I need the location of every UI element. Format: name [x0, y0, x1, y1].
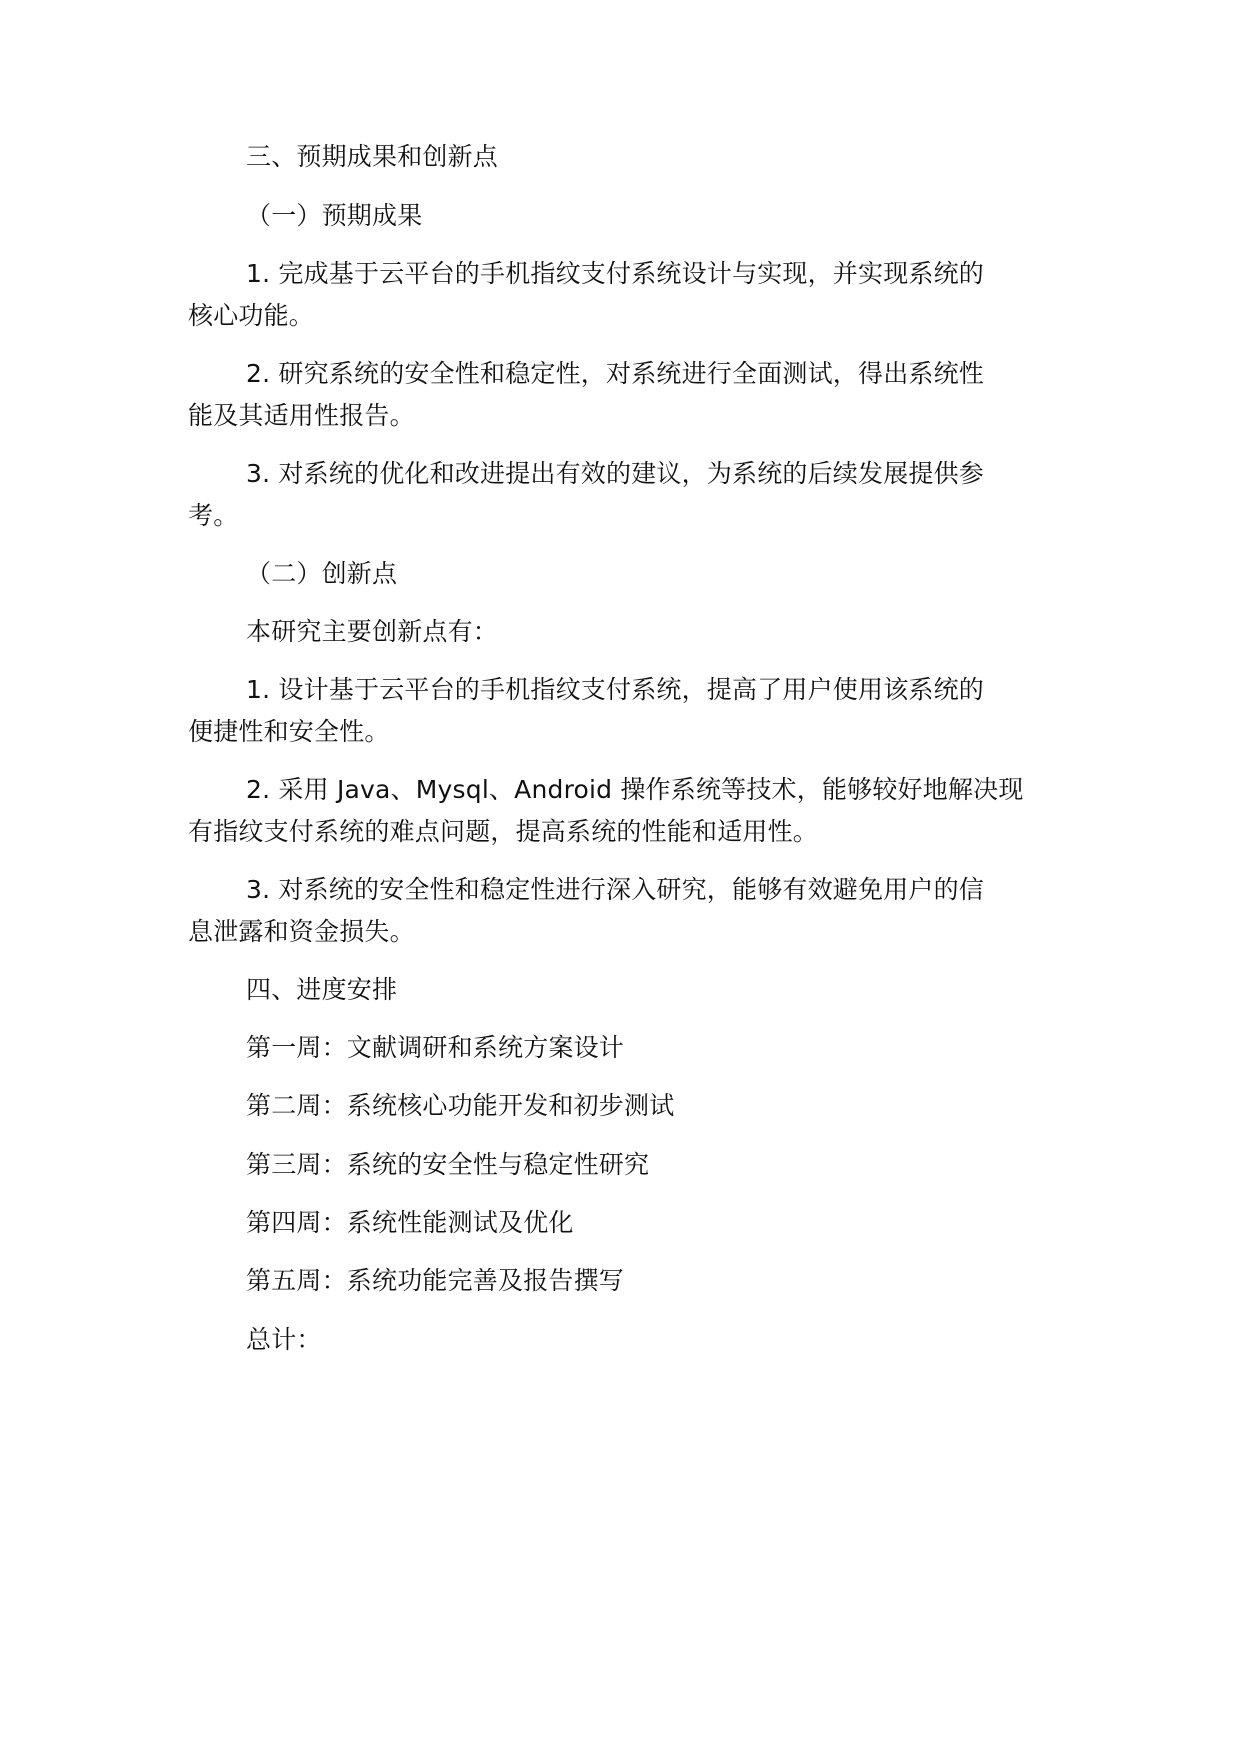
innovation-item-1-line-1: 1. 设计基于云平台的手机指纹支付系统，提高了用户使用该系统的 — [246, 675, 985, 704]
innovation-item-3-line-1: 3. 对系统的安全性和稳定性进行深入研究，能够有效避免用户的信 — [246, 875, 985, 904]
subheading-innovations: （二）创新点 — [246, 559, 398, 588]
section-heading-expected-results: 三、预期成果和创新点 — [246, 142, 499, 171]
result-item-3-line-2: 考。 — [188, 501, 239, 530]
subheading-expected-results: （一）预期成果 — [246, 201, 423, 230]
innovation-item-2-line-2: 有指纹支付系统的难点问题，提高系统的性能和适用性。 — [188, 817, 819, 846]
schedule-week-1: 第一周：文献调研和系统方案设计 — [246, 1033, 625, 1062]
innovation-item-2-line-1: 2. 采用 Java、Mysql、Android 操作系统等技术，能够较好地解决现 — [246, 775, 1024, 804]
section-heading-schedule: 四、进度安排 — [246, 975, 398, 1004]
schedule-week-2: 第二周：系统核心功能开发和初步测试 — [246, 1091, 675, 1120]
innovation-item-3-line-2: 息泄露和资金损失。 — [188, 917, 415, 946]
result-item-1-line-1: 1. 完成基于云平台的手机指纹支付系统设计与实现，并实现系统的 — [246, 259, 985, 288]
innovation-item-1-line-2: 便捷性和安全性。 — [188, 717, 390, 746]
schedule-week-4: 第四周：系统性能测试及优化 — [246, 1208, 574, 1237]
result-item-2-line-2: 能及其适用性报告。 — [188, 401, 415, 430]
result-item-1-line-2: 核心功能。 — [188, 301, 315, 330]
result-item-2-line-1: 2. 研究系统的安全性和稳定性，对系统进行全面测试，得出系统性 — [246, 359, 985, 388]
schedule-week-5: 第五周：系统功能完善及报告撰写 — [246, 1266, 625, 1295]
result-item-3-line-1: 3. 对系统的优化和改进提出有效的建议，为系统的后续发展提供参 — [246, 459, 985, 488]
schedule-week-3: 第三周：系统的安全性与稳定性研究 — [246, 1150, 650, 1179]
schedule-total: 总计： — [246, 1325, 322, 1354]
innovations-intro: 本研究主要创新点有： — [246, 617, 499, 646]
